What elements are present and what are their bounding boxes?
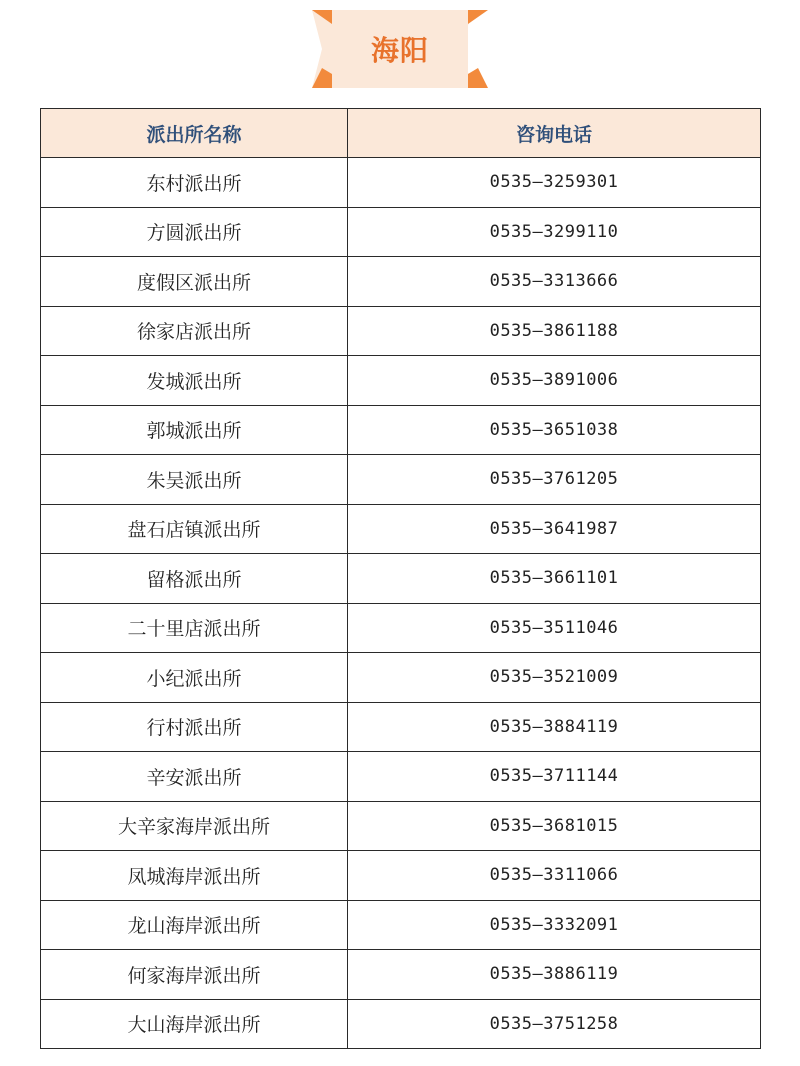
table-row xyxy=(41,405,761,455)
table-row xyxy=(41,306,761,356)
table-row xyxy=(41,603,761,653)
station-phone: 0535—3751258 xyxy=(348,999,761,1049)
station-phone: 0535—3511046 xyxy=(348,603,761,653)
table-row xyxy=(41,504,761,554)
station-name: 凤城海岸派出所 xyxy=(41,851,348,901)
station-phone: 0535—3861188 xyxy=(348,306,761,356)
table-row xyxy=(41,554,761,604)
station-phone: 0535—3661101 xyxy=(348,554,761,604)
station-name: 大辛家海岸派出所 xyxy=(41,801,348,851)
title-ribbon xyxy=(312,10,488,88)
station-phone: 0535—3641987 xyxy=(348,504,761,554)
table-row xyxy=(41,900,761,950)
station-name: 行村派出所 xyxy=(41,702,348,752)
table-row xyxy=(41,702,761,752)
station-phone: 0535—3886119 xyxy=(348,950,761,1000)
station-phone: 0535—3521009 xyxy=(348,653,761,703)
station-phone: 0535—3311066 xyxy=(348,851,761,901)
header-phone: 咨询电话 xyxy=(348,109,761,158)
table-row xyxy=(41,851,761,901)
station-phone: 0535—3299110 xyxy=(348,207,761,257)
station-name: 发城派出所 xyxy=(41,356,348,406)
station-name: 何家海岸派出所 xyxy=(41,950,348,1000)
station-phone: 0535—3259301 xyxy=(348,158,761,208)
station-name: 东村派出所 xyxy=(41,158,348,208)
station-phone: 0535—3681015 xyxy=(348,801,761,851)
table-row xyxy=(41,158,761,208)
station-name: 龙山海岸派出所 xyxy=(41,900,348,950)
station-name: 朱吴派出所 xyxy=(41,455,348,505)
station-name: 方圆派出所 xyxy=(41,207,348,257)
police-station-table xyxy=(40,108,761,1049)
station-phone: 0535—3332091 xyxy=(348,900,761,950)
table-body xyxy=(41,158,761,1049)
table-row xyxy=(41,801,761,851)
table-row xyxy=(41,752,761,802)
station-name: 郭城派出所 xyxy=(41,405,348,455)
station-name: 辛安派出所 xyxy=(41,752,348,802)
station-name: 盘石店镇派出所 xyxy=(41,504,348,554)
page-title: 海阳 xyxy=(370,34,429,67)
table-row xyxy=(41,653,761,703)
table-row xyxy=(41,999,761,1049)
table-row xyxy=(41,257,761,307)
station-name: 二十里店派出所 xyxy=(41,603,348,653)
table-row xyxy=(41,356,761,406)
header-station-name: 派出所名称 xyxy=(41,109,348,158)
station-phone: 0535—3761205 xyxy=(348,455,761,505)
station-name: 度假区派出所 xyxy=(41,257,348,307)
station-phone: 0535—3891006 xyxy=(348,356,761,406)
station-name: 大山海岸派出所 xyxy=(41,999,348,1049)
station-phone: 0535—3884119 xyxy=(348,702,761,752)
station-phone: 0535—3651038 xyxy=(348,405,761,455)
station-phone: 0535—3711144 xyxy=(348,752,761,802)
station-name: 留格派出所 xyxy=(41,554,348,604)
table-row xyxy=(41,455,761,505)
station-name: 小纪派出所 xyxy=(41,653,348,703)
table-row xyxy=(41,207,761,257)
table-row xyxy=(41,950,761,1000)
table-header-row xyxy=(41,109,761,158)
station-phone: 0535—3313666 xyxy=(348,257,761,307)
station-name: 徐家店派出所 xyxy=(41,306,348,356)
